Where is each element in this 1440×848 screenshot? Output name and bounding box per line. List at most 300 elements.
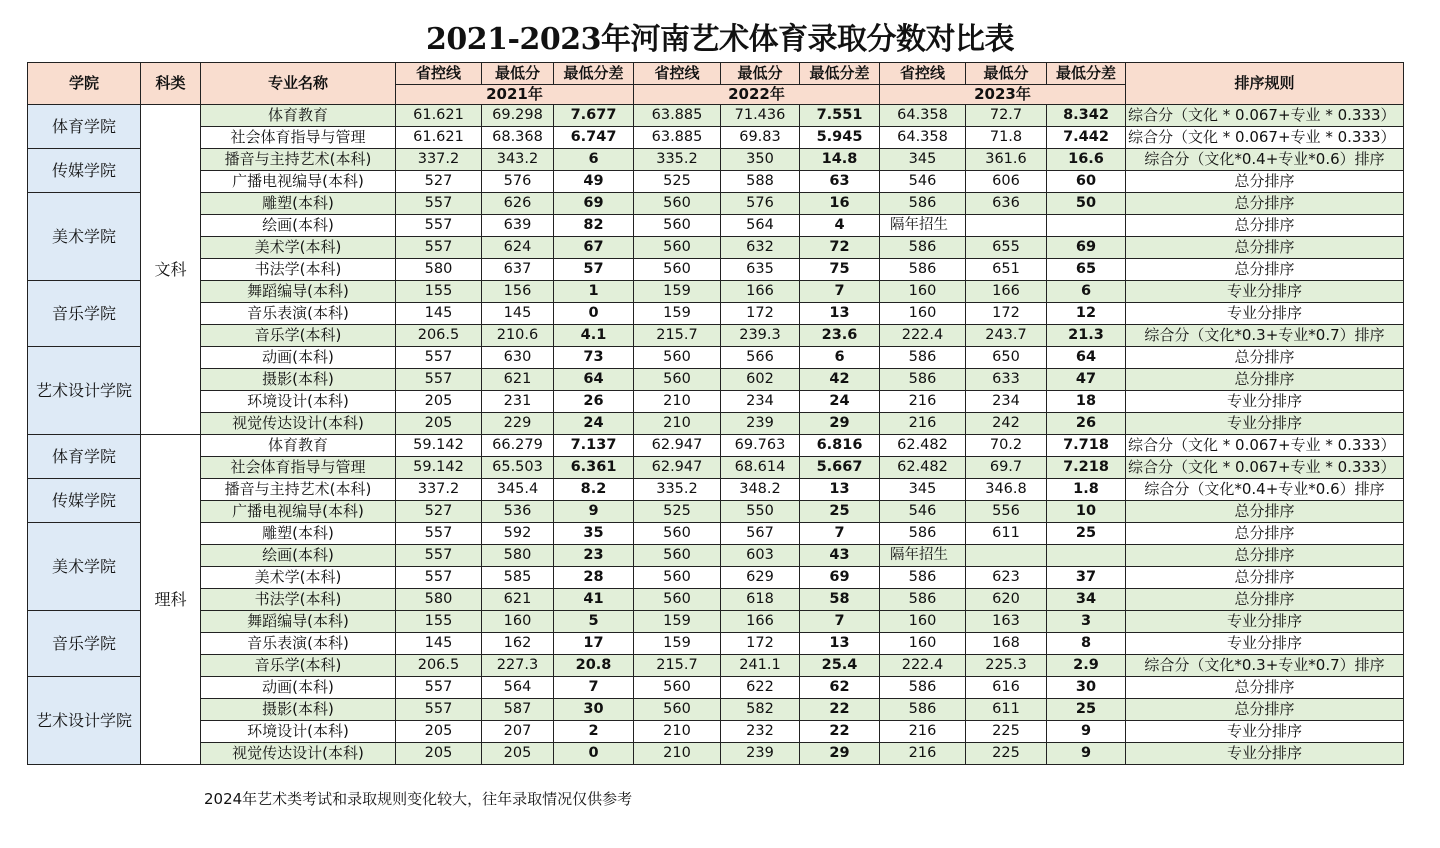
control-line-2021-cell: 580	[396, 589, 482, 611]
major-cell: 体育教育	[201, 435, 396, 457]
min-score-2021-cell: 66.279	[482, 435, 554, 457]
min-diff-2022-cell: 7	[800, 611, 880, 633]
major-cell: 环境设计(本科)	[201, 721, 396, 743]
min-diff-2023-cell: 9	[1047, 721, 1126, 743]
control-line-2022-cell: 63.885	[634, 127, 721, 149]
control-line-2021-cell: 557	[396, 193, 482, 215]
min-score-2023-cell: 71.8	[966, 127, 1047, 149]
min-score-2021-cell: 343.2	[482, 149, 554, 171]
min-diff-2021-cell: 1	[554, 281, 634, 303]
table-row	[28, 633, 1404, 655]
min-score-2022-cell: 239.3	[721, 325, 800, 347]
min-score-2023-cell: 225.3	[966, 655, 1047, 677]
min-score-2022-cell: 166	[721, 611, 800, 633]
min-diff-2022-cell: 62	[800, 677, 880, 699]
table-row	[28, 391, 1404, 413]
min-diff-2021-cell: 7.677	[554, 105, 634, 127]
major-cell: 环境设计(本科)	[201, 391, 396, 413]
min-diff-2021-cell: 4.1	[554, 325, 634, 347]
min-diff-2021-cell: 20.8	[554, 655, 634, 677]
control-line-2022-cell: 215.7	[634, 655, 721, 677]
min-diff-2023-cell: 7.442	[1047, 127, 1126, 149]
min-score-2022-cell: 348.2	[721, 479, 800, 501]
rule-cell: 总分排序	[1126, 237, 1404, 259]
table-row	[28, 303, 1404, 325]
min-score-2022-cell: 550	[721, 501, 800, 523]
min-diff-2021-cell: 6.361	[554, 457, 634, 479]
score-table	[27, 62, 1404, 765]
header-major: 专业名称	[201, 63, 396, 105]
min-diff-2022-cell: 13	[800, 303, 880, 325]
rule-cell: 总分排序	[1126, 347, 1404, 369]
min-diff-2021-cell: 0	[554, 303, 634, 325]
rule-cell: 总分排序	[1126, 171, 1404, 193]
min-diff-2022-cell: 29	[800, 743, 880, 765]
year-2021: 2021年	[396, 85, 634, 105]
min-score-2022-cell: 602	[721, 369, 800, 391]
min-score-2023-cell: 655	[966, 237, 1047, 259]
min-score-2022-cell: 603	[721, 545, 800, 567]
min-score-2023-cell: 606	[966, 171, 1047, 193]
min-score-2021-cell: 536	[482, 501, 554, 523]
min-diff-2021-cell: 7.137	[554, 435, 634, 457]
control-line-2023-cell: 64.358	[880, 127, 966, 149]
control-line-2022-cell: 159	[634, 633, 721, 655]
min-score-2021-cell: 210.6	[482, 325, 554, 347]
min-diff-2023-cell: 3	[1047, 611, 1126, 633]
control-line-2021-cell: 59.142	[396, 435, 482, 457]
college-cell: 艺术设计学院	[28, 347, 141, 435]
table-row	[28, 655, 1404, 677]
table-row	[28, 699, 1404, 721]
header-control-line-2021: 省控线	[396, 63, 482, 85]
table-row	[28, 259, 1404, 281]
control-line-2022-cell: 210	[634, 391, 721, 413]
min-diff-2023-cell: 12	[1047, 303, 1126, 325]
control-line-2022-cell: 210	[634, 413, 721, 435]
control-line-2022-cell: 210	[634, 743, 721, 765]
control-line-2023-cell: 546	[880, 501, 966, 523]
major-cell: 书法学(本科)	[201, 259, 396, 281]
control-line-2022-cell: 560	[634, 545, 721, 567]
page-title: 2021-2023年河南艺术体育录取分数对比表	[426, 22, 1014, 57]
table-row	[28, 611, 1404, 633]
control-line-2023-cell: 345	[880, 479, 966, 501]
control-line-2022-cell: 560	[634, 677, 721, 699]
min-diff-2021-cell: 73	[554, 347, 634, 369]
rule-cell: 综合分（文化*0.3+专业*0.7）排序	[1126, 325, 1404, 347]
min-score-2023-cell: 361.6	[966, 149, 1047, 171]
min-score-2022-cell: 635	[721, 259, 800, 281]
min-score-2023-cell: 243.7	[966, 325, 1047, 347]
major-cell: 雕塑(本科)	[201, 193, 396, 215]
min-score-2022-cell: 232	[721, 721, 800, 743]
min-score-2023-cell: 168	[966, 633, 1047, 655]
min-diff-2022-cell: 16	[800, 193, 880, 215]
min-score-2021-cell: 576	[482, 171, 554, 193]
min-score-2023-cell: 69.7	[966, 457, 1047, 479]
control-line-2021-cell: 557	[396, 237, 482, 259]
header-min-score-2022: 最低分	[721, 63, 800, 85]
min-score-2023-cell: 636	[966, 193, 1047, 215]
control-line-2021-cell: 145	[396, 633, 482, 655]
min-diff-2021-cell: 6	[554, 149, 634, 171]
min-diff-2021-cell: 9	[554, 501, 634, 523]
control-line-2023-cell: 586	[880, 259, 966, 281]
table-row	[28, 127, 1404, 149]
rule-cell: 综合分（文化 * 0.067+专业 * 0.333）	[1126, 127, 1404, 149]
table-row	[28, 523, 1404, 545]
min-diff-2023-cell: 25	[1047, 699, 1126, 721]
control-line-2023-cell: 216	[880, 721, 966, 743]
control-line-2022-cell: 560	[634, 215, 721, 237]
min-score-2022-cell: 564	[721, 215, 800, 237]
control-line-2023-cell: 586	[880, 237, 966, 259]
college-cell: 传媒学院	[28, 479, 141, 523]
min-diff-2023-cell: 30	[1047, 677, 1126, 699]
min-diff-2021-cell: 23	[554, 545, 634, 567]
rule-cell: 总分排序	[1126, 545, 1404, 567]
control-line-2022-cell: 215.7	[634, 325, 721, 347]
min-score-2021-cell: 587	[482, 699, 554, 721]
min-diff-2021-cell: 64	[554, 369, 634, 391]
min-score-2022-cell: 172	[721, 633, 800, 655]
control-line-2023-cell: 160	[880, 611, 966, 633]
control-line-2022-cell: 560	[634, 347, 721, 369]
min-score-2021-cell: 630	[482, 347, 554, 369]
footnote: 2024年艺术类考试和录取规则变化较大，往年录取情况仅供参考	[204, 790, 633, 808]
min-score-2022-cell: 241.1	[721, 655, 800, 677]
rule-cell: 总分排序	[1126, 215, 1404, 237]
table-row	[28, 589, 1404, 611]
college-cell: 音乐学院	[28, 611, 141, 677]
min-score-2022-cell: 234	[721, 391, 800, 413]
min-diff-2022-cell: 22	[800, 721, 880, 743]
college-cell: 美术学院	[28, 193, 141, 281]
control-line-2021-cell: 557	[396, 699, 482, 721]
header-college: 学院	[28, 63, 141, 105]
control-line-2021-cell: 59.142	[396, 457, 482, 479]
min-score-2023-cell: 346.8	[966, 479, 1047, 501]
min-diff-2022-cell: 69	[800, 567, 880, 589]
min-score-2023-cell: 633	[966, 369, 1047, 391]
rule-cell: 专业分排序	[1126, 303, 1404, 325]
major-cell: 雕塑(本科)	[201, 523, 396, 545]
control-line-2023-cell: 160	[880, 281, 966, 303]
control-line-2022-cell: 560	[634, 523, 721, 545]
rule-cell: 总分排序	[1126, 193, 1404, 215]
college-cell: 传媒学院	[28, 149, 141, 193]
rule-cell: 总分排序	[1126, 567, 1404, 589]
control-line-2021-cell: 557	[396, 347, 482, 369]
min-score-2021-cell: 624	[482, 237, 554, 259]
min-diff-2021-cell: 30	[554, 699, 634, 721]
rule-cell: 总分排序	[1126, 259, 1404, 281]
min-diff-2023-cell: 21.3	[1047, 325, 1126, 347]
college-cell: 艺术设计学院	[28, 677, 141, 765]
header-min-score-2023: 最低分	[966, 63, 1047, 85]
min-score-2021-cell: 205	[482, 743, 554, 765]
rule-cell: 综合分（文化*0.4+专业*0.6）排序	[1126, 149, 1404, 171]
rule-cell: 专业分排序	[1126, 721, 1404, 743]
control-line-2021-cell: 557	[396, 369, 482, 391]
control-line-2021-cell: 145	[396, 303, 482, 325]
major-cell: 摄影(本科)	[201, 699, 396, 721]
control-line-2021-cell: 557	[396, 567, 482, 589]
min-score-2022-cell: 69.83	[721, 127, 800, 149]
min-diff-2022-cell: 58	[800, 589, 880, 611]
table-body	[28, 105, 1404, 765]
header-min-diff-2021: 最低分差	[554, 63, 634, 85]
min-score-2021-cell: 156	[482, 281, 554, 303]
table-row	[28, 171, 1404, 193]
control-line-2023-cell: 586	[880, 677, 966, 699]
control-line-2023-cell: 586	[880, 347, 966, 369]
table-row	[28, 545, 1404, 567]
min-score-2023-cell: 163	[966, 611, 1047, 633]
control-line-2021-cell: 61.621	[396, 127, 482, 149]
min-diff-2023-cell: 2.9	[1047, 655, 1126, 677]
control-line-2023-cell: 586	[880, 193, 966, 215]
min-diff-2021-cell: 17	[554, 633, 634, 655]
rule-cell: 综合分（文化 * 0.067+专业 * 0.333）	[1126, 105, 1404, 127]
min-diff-2021-cell: 49	[554, 171, 634, 193]
min-diff-2022-cell: 42	[800, 369, 880, 391]
control-line-2023-cell: 隔年招生	[880, 215, 966, 237]
control-line-2023-cell: 586	[880, 369, 966, 391]
table-row	[28, 325, 1404, 347]
min-diff-2022-cell: 24	[800, 391, 880, 413]
table-row	[28, 193, 1404, 215]
min-diff-2021-cell: 28	[554, 567, 634, 589]
min-score-2022-cell: 622	[721, 677, 800, 699]
rule-cell: 专业分排序	[1126, 633, 1404, 655]
min-diff-2021-cell: 24	[554, 413, 634, 435]
control-line-2021-cell: 205	[396, 391, 482, 413]
min-diff-2023-cell: 64	[1047, 347, 1126, 369]
control-line-2023-cell: 586	[880, 523, 966, 545]
rule-cell: 综合分（文化*0.3+专业*0.7）排序	[1126, 655, 1404, 677]
table-row	[28, 479, 1404, 501]
min-score-2022-cell: 239	[721, 413, 800, 435]
control-line-2022-cell: 335.2	[634, 149, 721, 171]
min-diff-2022-cell: 25	[800, 501, 880, 523]
min-diff-2023-cell: 60	[1047, 171, 1126, 193]
min-score-2022-cell: 566	[721, 347, 800, 369]
table-row	[28, 743, 1404, 765]
rule-cell: 专业分排序	[1126, 391, 1404, 413]
min-diff-2022-cell: 23.6	[800, 325, 880, 347]
major-cell: 社会体育指导与管理	[201, 457, 396, 479]
min-score-2021-cell: 345.4	[482, 479, 554, 501]
control-line-2021-cell: 205	[396, 721, 482, 743]
min-diff-2022-cell: 7	[800, 523, 880, 545]
header-control-line-2023: 省控线	[880, 63, 966, 85]
control-line-2021-cell: 206.5	[396, 325, 482, 347]
min-diff-2022-cell: 6	[800, 347, 880, 369]
control-line-2021-cell: 155	[396, 611, 482, 633]
major-cell: 动画(本科)	[201, 677, 396, 699]
major-cell: 体育教育	[201, 105, 396, 127]
major-cell: 音乐学(本科)	[201, 325, 396, 347]
min-score-2023-cell: 611	[966, 699, 1047, 721]
min-diff-2022-cell: 5.945	[800, 127, 880, 149]
table-row	[28, 501, 1404, 523]
min-diff-2023-cell: 34	[1047, 589, 1126, 611]
min-diff-2023-cell	[1047, 215, 1126, 237]
header-min-diff-2023: 最低分差	[1047, 63, 1126, 85]
control-line-2023-cell: 216	[880, 391, 966, 413]
table-row	[28, 457, 1404, 479]
control-line-2023-cell: 216	[880, 413, 966, 435]
min-score-2021-cell: 160	[482, 611, 554, 633]
min-score-2023-cell	[966, 545, 1047, 567]
min-score-2021-cell: 564	[482, 677, 554, 699]
min-score-2021-cell: 639	[482, 215, 554, 237]
min-score-2023-cell: 242	[966, 413, 1047, 435]
control-line-2021-cell: 527	[396, 171, 482, 193]
major-cell: 社会体育指导与管理	[201, 127, 396, 149]
min-diff-2023-cell: 69	[1047, 237, 1126, 259]
category-cell: 文科	[141, 105, 201, 435]
table-row	[28, 237, 1404, 259]
control-line-2023-cell: 62.482	[880, 435, 966, 457]
min-diff-2022-cell: 13	[800, 633, 880, 655]
header-category: 科类	[141, 63, 201, 105]
min-diff-2023-cell: 10	[1047, 501, 1126, 523]
control-line-2022-cell: 159	[634, 281, 721, 303]
min-diff-2023-cell: 9	[1047, 743, 1126, 765]
control-line-2021-cell: 557	[396, 677, 482, 699]
min-score-2022-cell: 239	[721, 743, 800, 765]
min-diff-2023-cell: 65	[1047, 259, 1126, 281]
min-diff-2021-cell: 5	[554, 611, 634, 633]
min-score-2023-cell: 616	[966, 677, 1047, 699]
min-diff-2022-cell: 22	[800, 699, 880, 721]
control-line-2022-cell: 335.2	[634, 479, 721, 501]
major-cell: 美术学(本科)	[201, 237, 396, 259]
min-score-2023-cell: 620	[966, 589, 1047, 611]
rule-cell: 总分排序	[1126, 369, 1404, 391]
control-line-2021-cell: 61.621	[396, 105, 482, 127]
control-line-2023-cell: 64.358	[880, 105, 966, 127]
min-score-2023-cell: 225	[966, 721, 1047, 743]
rule-cell: 总分排序	[1126, 523, 1404, 545]
major-cell: 绘画(本科)	[201, 215, 396, 237]
college-cell: 体育学院	[28, 435, 141, 479]
min-score-2023-cell: 234	[966, 391, 1047, 413]
min-diff-2022-cell: 63	[800, 171, 880, 193]
min-diff-2021-cell: 8.2	[554, 479, 634, 501]
major-cell: 摄影(本科)	[201, 369, 396, 391]
table-row	[28, 721, 1404, 743]
min-score-2022-cell: 69.763	[721, 435, 800, 457]
major-cell: 绘画(本科)	[201, 545, 396, 567]
control-line-2023-cell: 586	[880, 699, 966, 721]
control-line-2022-cell: 525	[634, 171, 721, 193]
rule-cell: 综合分（文化 * 0.067+专业 * 0.333）	[1126, 457, 1404, 479]
min-score-2023-cell: 72.7	[966, 105, 1047, 127]
header-min-diff-2022: 最低分差	[800, 63, 880, 85]
min-score-2021-cell: 621	[482, 369, 554, 391]
min-score-2023-cell: 611	[966, 523, 1047, 545]
control-line-2022-cell: 560	[634, 369, 721, 391]
year-2022: 2022年	[634, 85, 880, 105]
min-score-2021-cell: 580	[482, 545, 554, 567]
min-score-2022-cell: 588	[721, 171, 800, 193]
table-row	[28, 347, 1404, 369]
table-row	[28, 435, 1404, 457]
control-line-2021-cell: 337.2	[396, 149, 482, 171]
min-diff-2023-cell: 37	[1047, 567, 1126, 589]
control-line-2022-cell: 525	[634, 501, 721, 523]
min-score-2021-cell: 585	[482, 567, 554, 589]
table-row	[28, 149, 1404, 171]
major-cell: 播音与主持艺术(本科)	[201, 479, 396, 501]
header-control-line-2022: 省控线	[634, 63, 721, 85]
min-score-2023-cell: 172	[966, 303, 1047, 325]
major-cell: 音乐学(本科)	[201, 655, 396, 677]
min-diff-2021-cell: 67	[554, 237, 634, 259]
control-line-2023-cell: 222.4	[880, 655, 966, 677]
header-row	[28, 63, 1404, 85]
major-cell: 动画(本科)	[201, 347, 396, 369]
control-line-2021-cell: 155	[396, 281, 482, 303]
major-cell: 美术学(本科)	[201, 567, 396, 589]
control-line-2021-cell: 527	[396, 501, 482, 523]
table-row	[28, 413, 1404, 435]
control-line-2022-cell: 560	[634, 237, 721, 259]
table-row	[28, 215, 1404, 237]
control-line-2023-cell: 222.4	[880, 325, 966, 347]
major-cell: 视觉传达设计(本科)	[201, 743, 396, 765]
min-diff-2022-cell: 5.667	[800, 457, 880, 479]
control-line-2022-cell: 560	[634, 259, 721, 281]
min-diff-2022-cell: 7.551	[800, 105, 880, 127]
major-cell: 播音与主持艺术(本科)	[201, 149, 396, 171]
rule-cell: 专业分排序	[1126, 611, 1404, 633]
min-diff-2021-cell: 6.747	[554, 127, 634, 149]
min-score-2021-cell: 65.503	[482, 457, 554, 479]
min-score-2021-cell: 207	[482, 721, 554, 743]
control-line-2023-cell: 586	[880, 589, 966, 611]
rule-cell: 总分排序	[1126, 589, 1404, 611]
rule-cell: 专业分排序	[1126, 281, 1404, 303]
min-diff-2023-cell: 25	[1047, 523, 1126, 545]
min-diff-2022-cell: 25.4	[800, 655, 880, 677]
min-diff-2021-cell: 7	[554, 677, 634, 699]
major-cell: 视觉传达设计(本科)	[201, 413, 396, 435]
major-cell: 广播电视编导(本科)	[201, 171, 396, 193]
control-line-2022-cell: 560	[634, 567, 721, 589]
min-score-2022-cell: 71.436	[721, 105, 800, 127]
min-diff-2023-cell: 7.718	[1047, 435, 1126, 457]
rule-cell: 总分排序	[1126, 501, 1404, 523]
college-cell: 体育学院	[28, 105, 141, 149]
min-diff-2022-cell: 14.8	[800, 149, 880, 171]
control-line-2021-cell: 205	[396, 413, 482, 435]
min-score-2021-cell: 637	[482, 259, 554, 281]
control-line-2021-cell: 206.5	[396, 655, 482, 677]
min-score-2023-cell: 651	[966, 259, 1047, 281]
min-score-2021-cell: 229	[482, 413, 554, 435]
min-diff-2023-cell: 6	[1047, 281, 1126, 303]
control-line-2023-cell: 160	[880, 303, 966, 325]
control-line-2021-cell: 557	[396, 215, 482, 237]
min-diff-2023-cell: 16.6	[1047, 149, 1126, 171]
min-score-2022-cell: 576	[721, 193, 800, 215]
table-row	[28, 567, 1404, 589]
